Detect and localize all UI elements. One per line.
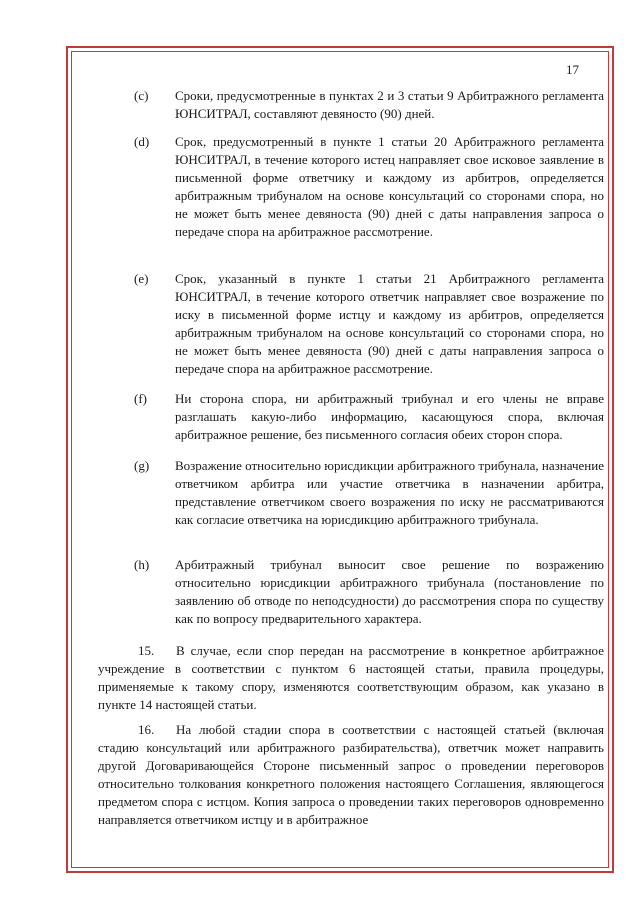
list-item-text: Срок, предусмотренный в пункте 1 статьи 20 Арбитражного регламента ЮНСИТРАЛ, в течение которого истец направляет свое исковое заявление в письменной форме ответчику и каждому из арбитров, определяется арбитражным трибуналом на основе консультаций со сторонами спора, но не может быть менее девяноста (90) дней с даты направления запроса о передаче спора на арбитражное рассмотрение. bbox=[175, 134, 604, 239]
list-item-label: (d) bbox=[134, 134, 150, 149]
paragraph-15 bbox=[98, 642, 604, 714]
page-number: 17 bbox=[566, 62, 579, 77]
list-item-label: (e) bbox=[134, 271, 149, 286]
paragraph-number: 16. bbox=[138, 722, 155, 737]
paragraph-text: В случае, если спор передан на рассмотрение в конкретное арбитражное учреждение в соответствии с пунктом 6 настоящей статьи, правила процедуры, применяемые к такому спору, изменяются соответствующим образом, как указано в пункте 14 настоящей статьи. bbox=[98, 643, 604, 712]
list-item-label: (g) bbox=[134, 458, 150, 473]
list-item-label: (h) bbox=[134, 557, 150, 572]
list-item-text: Срок, указанный в пункте 1 статьи 21 Арбитражного регламента ЮНСИТРАЛ, в течение которого ответчик направляет свое возражение по иску в письменной форме истцу и каждому из арбитров, определяется арбитражным трибуналом на основе консультаций со сторонами спора, но не может быть менее девяноста (90) дней с даты направления запроса о передаче спора на арбитражное рассмотрение. bbox=[175, 271, 604, 376]
paragraph-text: На любой стадии спора в соответствии с настоящей статьей (включая стадию консультаций или арбитражного разбирательства), ответчик может направить другой Договаривающейся Стороне письменный запрос о проведении переговоров относительно толкования конкретного положения настоящего Соглашения, являющегося предметом спора с истцом. Копия запроса о проведении таких переговоров одновременно направляется ответчиком истцу и в арбитражное bbox=[98, 722, 604, 827]
list-item-text: Сроки, предусмотренные в пунктах 2 и 3 статьи 9 Арбитражного регламента ЮНСИТРАЛ, составляют девяносто (90) дней. bbox=[175, 88, 604, 121]
list-item-text: Возражение относительно юрисдикции арбитражного трибунала, назначение ответчиком арбитра или участие ответчика в назначении арбитра, представление ответчиком своего возражения по иску не рассматриваются как согласие ответчика на юрисдикцию арбитражного трибунала. bbox=[175, 458, 604, 527]
paragraph-number: 15. bbox=[138, 643, 155, 658]
list-item-text: Арбитражный трибунал выносит свое решение по возражению относительно юрисдикции арбитражного трибунала (постановление по заявлению об отводе по неподсудности) до рассмотрения спора по существу как по вопросу предварительного характера. bbox=[175, 557, 604, 626]
list-item-label: (f) bbox=[134, 391, 147, 406]
paragraph-16 bbox=[98, 721, 604, 829]
list-item-label: (c) bbox=[134, 88, 149, 103]
list-item-text: Ни сторона спора, ни арбитражный трибунал и его члены не вправе разглашать какую-либо информацию, касающуюся спора, включая арбитражное решение, без письменного согласия обеих сторон спора. bbox=[175, 391, 604, 442]
